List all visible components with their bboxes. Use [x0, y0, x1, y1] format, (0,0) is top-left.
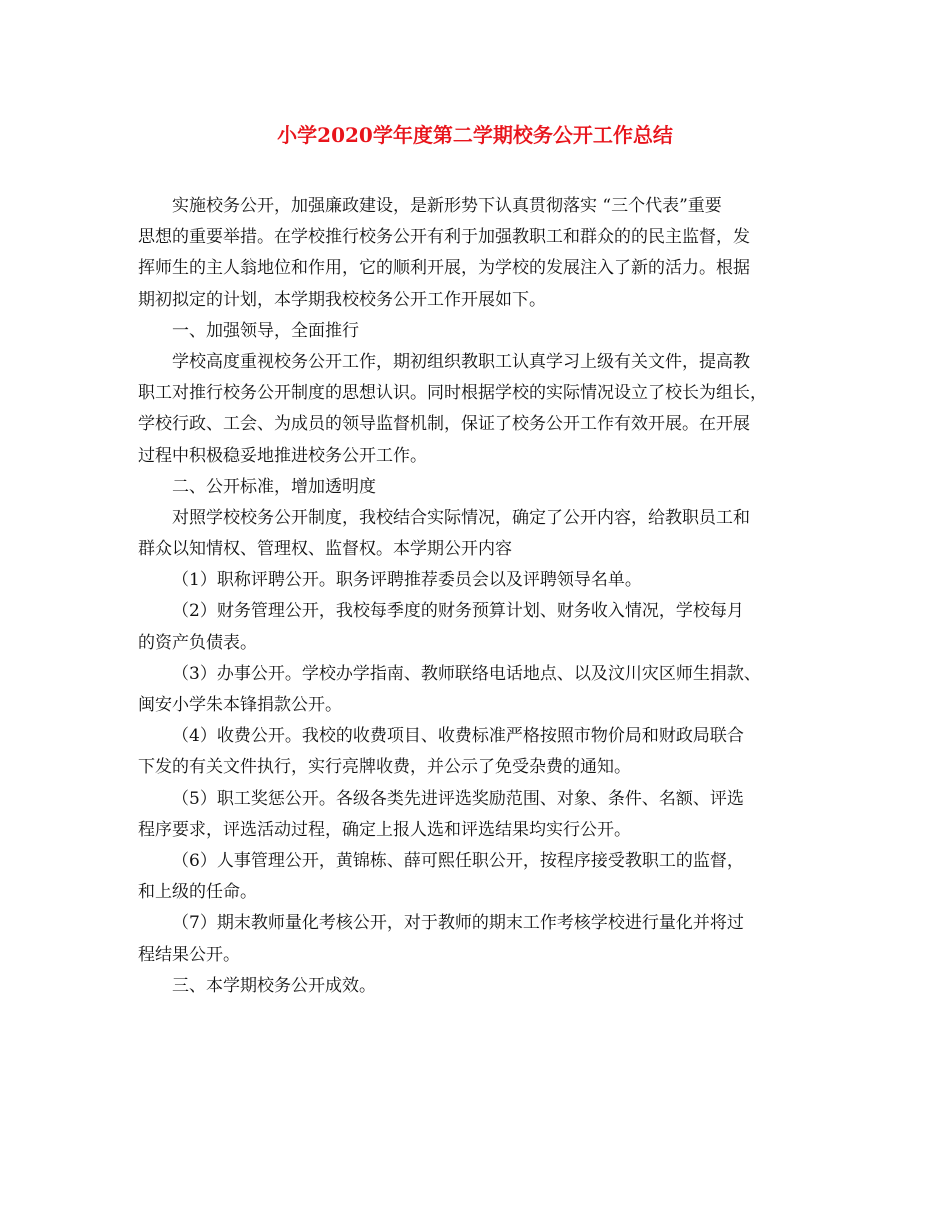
list-item-continuation: 闽安小学朱本锋捐款公开。 — [138, 695, 342, 715]
document-title: 小学2020学年度第二学期校务公开工作总结 — [277, 123, 673, 147]
paragraph-line: 实施校务公开，加强廉政建设，是新形势下认真贯彻落实 “三个代表”重要 — [172, 196, 722, 216]
section-heading: 一、加强领导，全面推行 — [172, 320, 359, 341]
list-item: （2）财务管理公开，我校每季度的财务预算计划、财务收入情况，学校每月 — [172, 601, 744, 622]
section-heading: 三、本学期校务公开成效。 — [172, 975, 376, 996]
paragraph-line: 学校行政、工会、为成员的领导监督机制，保证了校务公开工作有效开展。在开展 — [138, 414, 750, 435]
section-heading: 二、公开标准，增加透明度 — [172, 476, 376, 497]
document-body — [138, 191, 818, 1002]
paragraph-line: 对照学校校务公开制度，我校结合实际情况，确定了公开内容，给教职员工和 — [172, 507, 750, 528]
list-item-continuation: 和上级的任命。 — [138, 882, 257, 903]
list-item: （3）办事公开。学校办学指南、教师联络电话地点、以及汶川灾区师生捐款、 — [172, 663, 761, 684]
paragraph-line: 思想的重要举措。在学校推行校务公开有利于加强教职工和群众的的民主监督，发 — [138, 227, 750, 248]
list-item: （1）职称评聘公开。职务评聘推荐委员会以及评聘领导名单。 — [172, 570, 642, 591]
paragraph-line: 过程中积极稳妥地推进校务公开工作。 — [138, 445, 427, 466]
paragraph-line: 职工对推行校务公开制度的思想认识。同时根据学校的实际情况设立了校长为组长， — [138, 383, 767, 404]
list-item-continuation: 下发的有关文件执行，实行亮牌收费，并公示了免受杂费的通知。 — [138, 757, 631, 778]
list-item-continuation: 的资产负债表。 — [138, 632, 257, 653]
paragraph-line: 学校高度重视校务公开工作，期初组织教职工认真学习上级有关文件，提高教 — [172, 351, 750, 372]
list-item-continuation: 程序要求，评选活动过程，确定上报人选和评选结果均实行公开。 — [138, 819, 631, 840]
list-item: （6）人事管理公开，黄锦栋、薛可熙任职公开，按程序接受教职工的监督， — [172, 850, 744, 871]
paragraph-line: 期初拟定的计划，本学期我校校务公开工作开展如下。 — [138, 289, 546, 310]
list-item: （7）期末教师量化考核公开，对于教师的期末工作考核学校进行量化并将过 — [172, 913, 744, 934]
paragraph-line: 挥师生的主人翁地位和作用，它的顺利开展，为学校的发展注入了新的活力。根据 — [138, 258, 750, 279]
list-item-continuation: 程结果公开。 — [138, 944, 240, 965]
list-item: （5）职工奖惩公开。各级各类先进评选奖励范围、对象、条件、名额、评选 — [172, 788, 744, 809]
list-item: （4）收费公开。我校的收费项目、收费标准严格按照市物价局和财政局联合 — [172, 726, 744, 747]
paragraph-line: 群众以知情权、管理权、监督权。本学期公开内容 — [138, 539, 512, 560]
